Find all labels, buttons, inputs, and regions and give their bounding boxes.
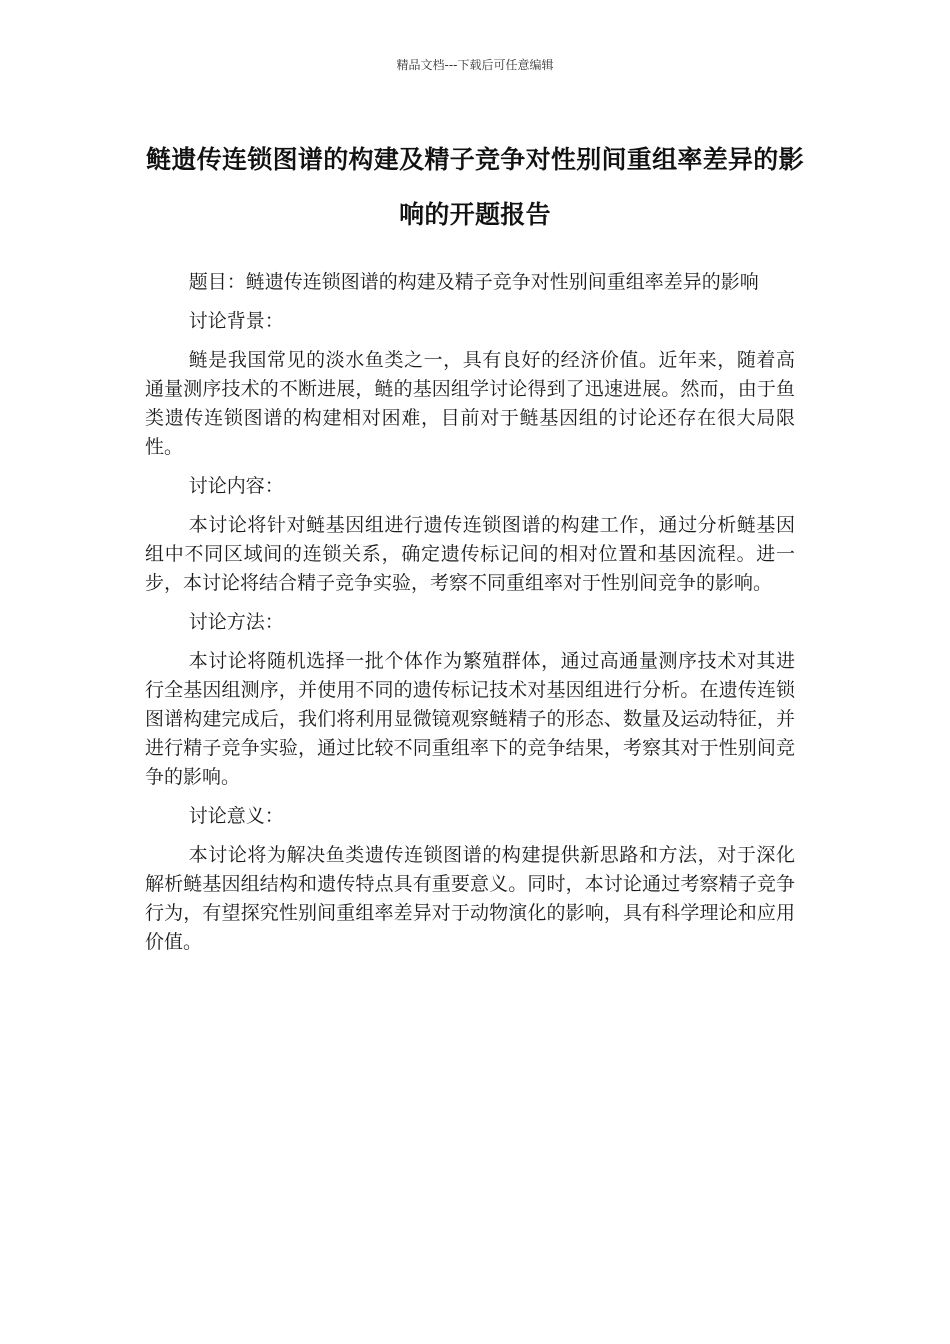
- section-text-content: 本讨论将针对鲢基因组进行遗传连锁图谱的构建工作，通过分析鲢基因组中不同区域间的连锁关系，确定遗传标记间的相对位置和基因流程。进一步，本讨论将结合精子竞争实验，考察不同重组率对于性别间竞争的影响。: [145, 514, 795, 594]
- topic-line: 题目：鲢遗传连锁图谱的构建及精子竞争对性别间重组率差异的影响: [188, 271, 759, 293]
- section-text-significance: 本讨论将为解决鱼类遗传连锁图谱的构建提供新思路和方法，对于深化解析鲢基因组结构和遗传特点具有重要意义。同时，本讨论通过考察精子竞争行为，有望探究性别间重组率差异对于动物演化的影响，具有科学理论和应用价值。: [145, 844, 795, 953]
- document-title: 鲢遗传连锁图谱的构建及精子竞争对性别间重组率差异的影响的开题报告: [146, 145, 804, 229]
- section-text-background: 鲢是我国常见的淡水鱼类之一，具有良好的经济价值。近年来，随着高通量测序技术的不断进展，鲢的基因组学讨论得到了迅速进展。然而，由于鱼类遗传连锁图谱的构建相对困难，目前对于鲢基因组的讨论还存在很大局限性。: [145, 349, 795, 458]
- document-body: [145, 268, 795, 967]
- section-heading-content: 讨论内容：: [188, 475, 284, 497]
- section-heading-significance: 讨论意义：: [188, 805, 284, 827]
- header-note: 精品文档---下载后可任意编辑: [396, 58, 554, 72]
- section-heading-background: 讨论背景：: [188, 310, 284, 332]
- section-heading-methods: 讨论方法：: [188, 611, 284, 633]
- section-text-methods: 本讨论将随机选择一批个体作为繁殖群体，通过高通量测序技术对其进行全基因组测序，并使用不同的遗传标记技术对基因组进行分析。在遗传连锁图谱构建完成后，我们将利用显微镜观察鲢精子的形态、数量及运动特征，并进行精子竞争实验，通过比较不同重组率下的竞争结果，考察其对于性别间竞争的影响。: [145, 650, 795, 788]
